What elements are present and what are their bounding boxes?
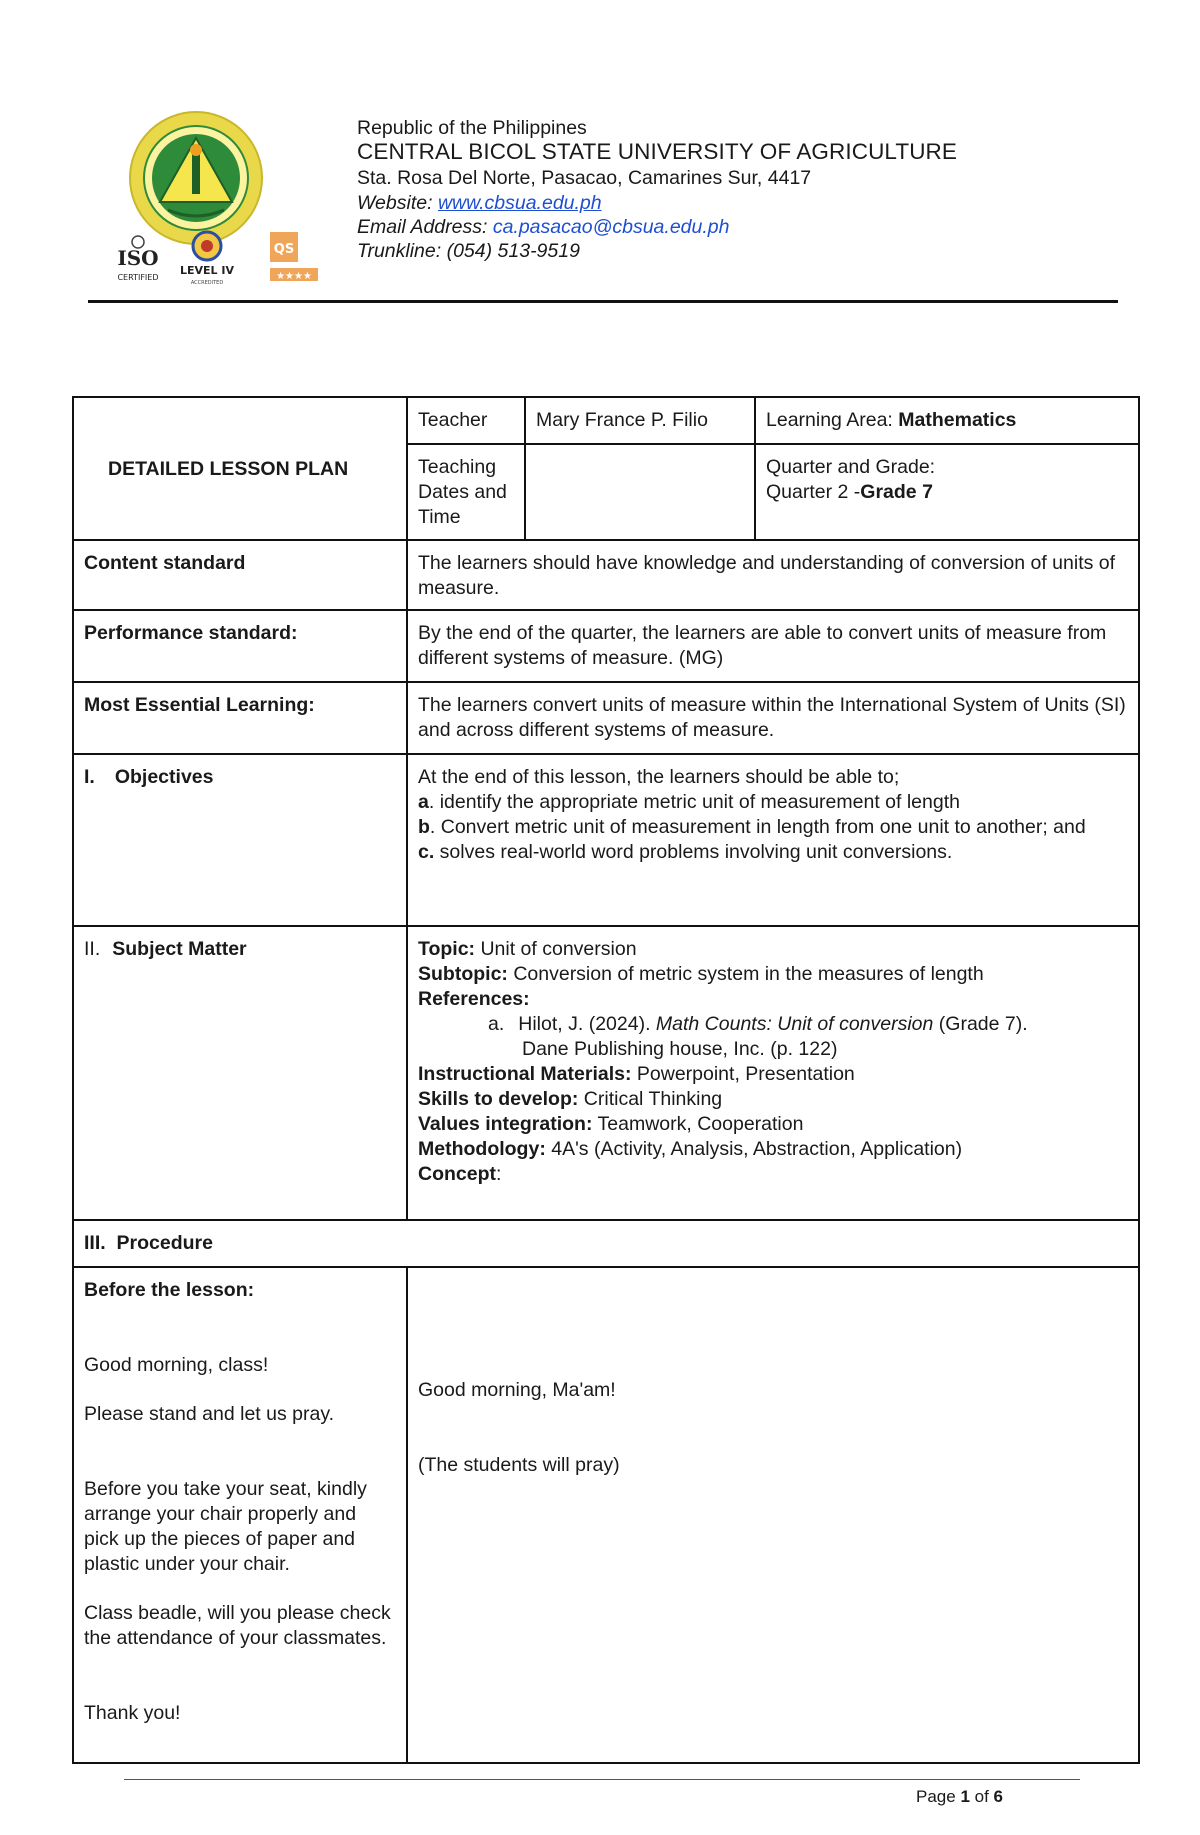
subtopic-line: Subtopic: Conversion of metric system in the measures of length bbox=[418, 963, 984, 985]
objective-item: a. identify the appropriate metric unit of measurement of length bbox=[418, 791, 960, 813]
learning-area-label: Learning Area: bbox=[766, 409, 899, 431]
mel-text: The learners convert units of measure within the International System of Units (SI) and across different systems of measure. bbox=[407, 682, 1139, 754]
performance-standard-label: Performance standard: bbox=[73, 610, 407, 682]
student-activity-column bbox=[407, 1267, 1139, 1763]
footer-divider bbox=[124, 1779, 1080, 1780]
content-standard-text: The learners should have knowledge and understanding of conversion of units of measure. bbox=[407, 540, 1139, 610]
lesson-plan-table bbox=[72, 396, 1140, 1764]
skills-line: Skills to develop: Critical Thinking bbox=[418, 1088, 723, 1110]
svg-text:CERTIFIED: CERTIFIED bbox=[117, 273, 159, 282]
teacher-line-arrange: Before you take your seat, kindly arrange your chair properly and pick up the pieces of paper and plastic under your chair. bbox=[84, 1478, 367, 1575]
website-link[interactable]: www.cbsua.edu.ph bbox=[437, 192, 602, 214]
university-seal-logo bbox=[128, 110, 264, 246]
email-label: Email Address: bbox=[357, 216, 493, 238]
objectives-label-cell bbox=[73, 754, 407, 926]
svg-text:LEVEL IV: LEVEL IV bbox=[180, 264, 234, 277]
level-iv-accreditation-badge bbox=[176, 230, 238, 288]
subject-matter-label-cell bbox=[73, 926, 407, 1220]
university-name: CENTRAL BICOL STATE UNIVERSITY OF AGRICULTURE bbox=[357, 139, 958, 164]
website-line bbox=[357, 191, 602, 215]
quarter-prefix: Quarter 2 - bbox=[766, 481, 861, 503]
qs-stars-badge bbox=[268, 232, 320, 284]
email-link[interactable]: ca.pasacao@cbsua.edu.ph bbox=[492, 216, 730, 238]
quarter-value bbox=[766, 480, 1128, 505]
teacher-line-prayer: Please stand and let us pray. bbox=[84, 1403, 335, 1425]
values-line: Values integration: Teamwork, Cooperation bbox=[418, 1113, 804, 1135]
grade-value: Grade 7 bbox=[860, 481, 933, 503]
teacher-name: Mary France P. Filio bbox=[525, 397, 755, 444]
header-divider bbox=[88, 300, 1118, 303]
plan-title: DETAILED LESSON PLAN bbox=[73, 397, 407, 540]
reference-publisher: Dane Publishing house, Inc. (p. 122) bbox=[522, 1038, 838, 1060]
objectives-label: Objectives bbox=[114, 766, 214, 788]
objective-item: b. Convert metric unit of measurement in length from one unit to another; and bbox=[418, 816, 1086, 838]
trunkline: Trunkline: (054) 513-9519 bbox=[357, 240, 580, 262]
teaching-dates-label: Teaching Dates and Time bbox=[407, 444, 525, 540]
website-label: Website: bbox=[357, 192, 438, 214]
university-address: Sta. Rosa Del Norte, Pasacao, Camarines Sur, 4417 bbox=[357, 167, 812, 189]
page-number: Page 1 of 6 bbox=[916, 1787, 1003, 1806]
teacher-line-greeting: Good morning, class! bbox=[84, 1354, 269, 1376]
teaching-dates-value bbox=[525, 444, 755, 540]
content-standard-label: Content standard bbox=[73, 540, 407, 610]
objectives-number: I. bbox=[84, 766, 95, 788]
teacher-line-thanks: Thank you! bbox=[84, 1702, 181, 1724]
procedure-heading: III. Procedure bbox=[73, 1220, 1139, 1267]
svg-text:★★★★: ★★★★ bbox=[276, 271, 312, 282]
concept-line: Concept: bbox=[418, 1163, 502, 1185]
svg-text:QS: QS bbox=[273, 242, 295, 257]
materials-line: Instructional Materials: Powerpoint, Presentation bbox=[418, 1063, 855, 1085]
learning-area bbox=[755, 397, 1139, 444]
quarter-grade bbox=[755, 444, 1139, 540]
performance-standard-text: By the end of the quarter, the learners are able to convert units of measure from different systems of measure. (MG) bbox=[407, 610, 1139, 682]
subject-matter-content bbox=[407, 926, 1139, 1220]
student-line-prayer: (The students will pray) bbox=[418, 1454, 620, 1476]
republic-line: Republic of the Philippines bbox=[357, 117, 587, 139]
objectives-intro: At the end of this lesson, the learners should be able to; bbox=[418, 766, 900, 788]
methodology-line: Methodology: 4A's (Activity, Analysis, Abstraction, Application) bbox=[418, 1138, 963, 1160]
quarter-label: Quarter and Grade: bbox=[766, 456, 936, 478]
teacher-label: Teacher bbox=[407, 397, 525, 444]
teacher-activity-column bbox=[73, 1267, 407, 1763]
iso-badge-text: ISO bbox=[117, 246, 159, 270]
mel-label: Most Essential Learning: bbox=[73, 682, 407, 754]
references-label: References: bbox=[418, 988, 530, 1010]
svg-text:ACCREDITED: ACCREDITED bbox=[190, 280, 224, 286]
student-line-greeting: Good morning, Ma'am! bbox=[418, 1379, 616, 1401]
learning-area-value: Mathematics bbox=[898, 409, 1017, 431]
subject-label: Subject Matter bbox=[112, 938, 247, 960]
before-lesson-label: Before the lesson: bbox=[84, 1279, 255, 1301]
iso-certified-badge bbox=[112, 232, 164, 286]
topic-line: Topic: Unit of conversion bbox=[418, 938, 637, 960]
email-line bbox=[357, 215, 729, 239]
subject-number: II. bbox=[84, 938, 101, 960]
objectives-content bbox=[407, 754, 1139, 926]
objective-item: c. solves real-world word problems involving unit conversions. bbox=[418, 841, 953, 863]
reference-item: a. Hilot, J. (2024). Math Counts: Unit of conversion (Grade 7). bbox=[488, 1013, 1028, 1035]
teacher-line-attendance: Class beadle, will you please check the attendance of your classmates. bbox=[84, 1602, 391, 1649]
